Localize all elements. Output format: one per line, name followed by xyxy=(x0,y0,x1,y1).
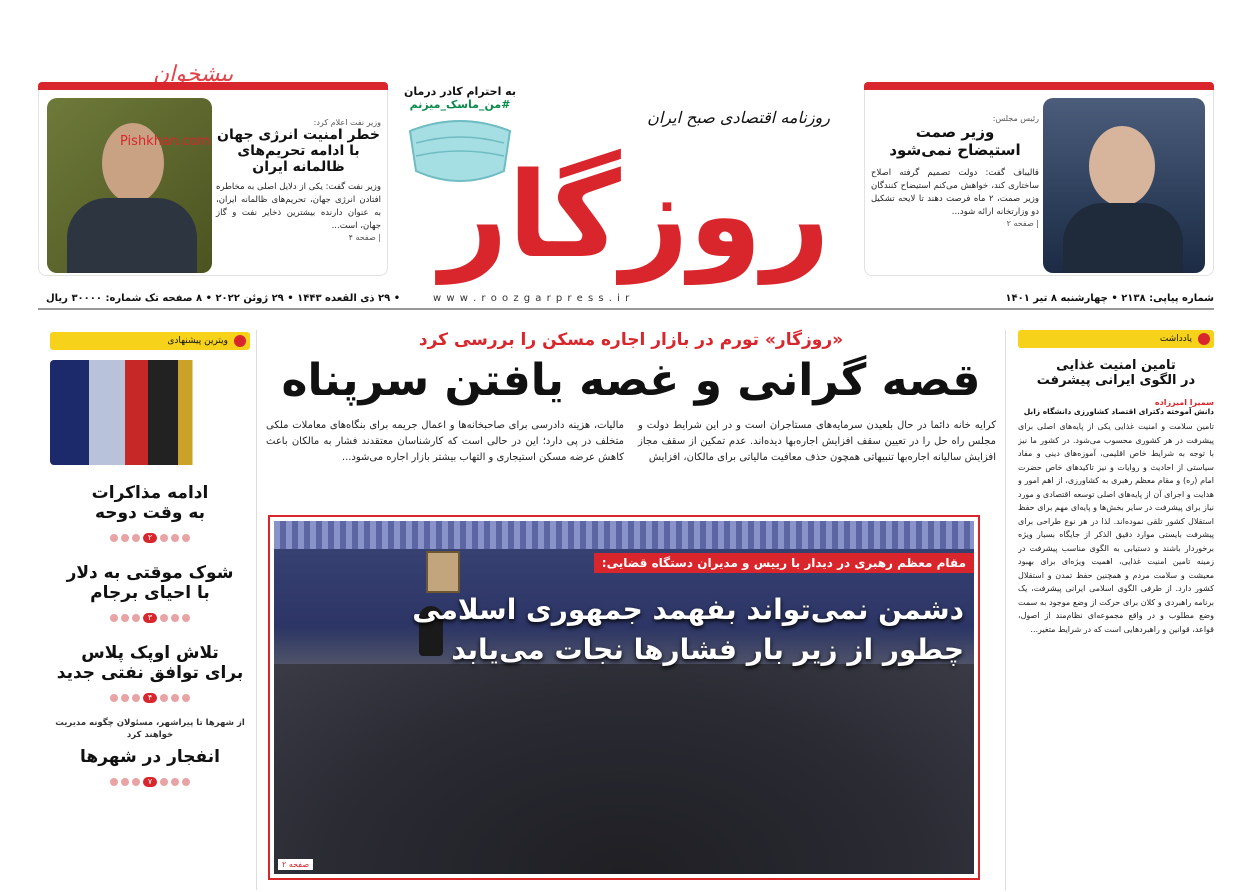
portrait-frame xyxy=(426,551,460,593)
issue-info: شماره پیاپی: ۲۱۳۸ • چهارشنبه ۸ تیر ۱۴۰۱ xyxy=(1005,293,1214,304)
main-headline: قصه گرانی و غصه یافتن سرپناه xyxy=(281,355,981,406)
author-name: سمیرا امیرزاده xyxy=(1154,398,1214,407)
author-title: دانش آموخته دکترای اقتصاد کشاورزی دانشگاه زابل xyxy=(1023,407,1214,416)
newspaper-logo: روزگار xyxy=(439,146,831,284)
body-text: وزیر نفت گفت: یکی از دلایل اصلی به مخاطره افتادن انرژی جهان، تحریم‌های ظالمانه ایران، به عنوان دارنده بیشترین ذخایر نفت و گاز جهان، است... xyxy=(216,182,381,231)
headline: شوک موقتی به دلار xyxy=(66,563,234,583)
headline: انفجار در شهرها xyxy=(80,747,220,767)
headline: به وقت دوحه xyxy=(94,503,206,523)
flags-photo xyxy=(50,360,228,465)
masthead xyxy=(395,80,860,290)
showcase-item xyxy=(50,717,250,787)
photo-kicker: مقام معظم رهبری در دیدار با رییس و مدیران دستگاه قضایی: xyxy=(594,553,974,573)
photo-headline: دشمن نمی‌تواند بفهمد جمهوری اسلامی xyxy=(412,593,964,626)
website-url: w w w . r o o z g a r p r e s s . i r xyxy=(433,293,631,304)
body-text: قالیباف گفت: دولت تصمیم گرفته اصلاح ساختاری کند، خواهش می‌کنم استیضاح کنندگان وزیر صمت، ۲ ماه فرصت دهند تا لایحه تشکیل دو وزارتخانه ارائه شود... xyxy=(871,168,1039,217)
column-divider xyxy=(256,330,257,890)
kicker: از شهرها تا پیراشهر، مسئولان چگونه مدیریت خواهند کرد xyxy=(55,718,245,740)
kicker: رئیس مجلس: xyxy=(992,114,1039,123)
top-left-story xyxy=(38,62,388,277)
speaker-portrait xyxy=(1043,98,1205,273)
main-body-col-1: کرایه خانه دائما در حال بلعیدن سرمایه‌های مستاجران است و در این شرایط دولت و مجلس راه حل را در تعیین سقف افزایش اجاره‌بها دیده‌اند. عدم تمکین از سقف مجاز افزایش سالیانه اجاره‌بها تنبیهاتی همچون حذف معافیت مالیاتی برای مالکان، افزایش xyxy=(638,420,996,463)
headline: تامین امنیت غذایی xyxy=(1056,358,1176,373)
showcase-item xyxy=(50,483,250,543)
page-ref: صفحه ۲ xyxy=(278,859,313,870)
main-story xyxy=(262,330,1000,466)
showcase-item xyxy=(50,643,250,703)
audience xyxy=(274,664,974,874)
photo-story xyxy=(268,515,980,880)
headline: تلاش اوپک پلاس xyxy=(81,643,219,663)
section-label: یادداشت xyxy=(1018,330,1214,348)
meeting-photo xyxy=(274,521,974,874)
tagline: روزنامه اقتصادی صبح ایران xyxy=(647,108,830,127)
mask-slogan: به احترام کادر درمان xyxy=(404,85,516,98)
headline: استیضاح نمی‌شود xyxy=(889,141,1021,159)
photo-headline: چطور از زیر بار فشارها نجات می‌یابد xyxy=(451,633,964,666)
showcase-item xyxy=(50,563,250,623)
dateline xyxy=(38,290,1214,310)
page-indicator: ۳ xyxy=(50,613,250,623)
headline: با ادامه تحریم‌های xyxy=(237,143,360,159)
headline: وزیر صمت xyxy=(915,123,995,141)
red-bar xyxy=(864,82,1214,90)
headline: برای توافق نفتی جدید xyxy=(56,663,244,683)
headline: ادامه مذاکرات xyxy=(91,483,209,503)
minister-portrait xyxy=(47,98,212,273)
kicker: وزیر نفت اعلام کرد: xyxy=(313,118,381,127)
watermark-logo: پیشخوان xyxy=(153,62,234,87)
date-price-info: • ۲۹ ذی القعده ۱۴۴۳ • ۲۹ ژوئن ۲۰۲۲ • ۸ صفحه تک شماره: ۳۰۰۰۰ ریال xyxy=(46,293,401,304)
headline: با احیای برجام xyxy=(90,583,210,603)
page-indicator: ۷ xyxy=(50,777,250,787)
showcase-column xyxy=(50,332,250,892)
decorative-frieze xyxy=(274,521,974,549)
main-body-col-2: مالیات، هزینه دادرسی برای صاحبخانه‌ها و اعمال جریمه برای بنگاه‌های معاملات ملکی متخلف در پی دارد؛ این در حالی است که کارشناسان معتقدند فشار به مالکان باعث کاهش عرضه مسکن استیجاری و التهاب بیشتر بازار اجاره می‌شود... xyxy=(266,420,624,463)
page-indicator: ۲ xyxy=(50,533,250,543)
page-ref: | صفحه ۲ xyxy=(1006,219,1039,228)
article-body: تامین سلامت و امنیت غذایی یکی از پایه‌های اصلی برای پیشرفت در هر کشوری محسوب می‌شود. در کشور ما نیز با توجه به شرایط خاص اقلیمی، آموزه‌های دینی و مفاد سیاستی از احادیث و روایات و نیز تاکیدهای خاص حضرت امام (ره) و مقام معظم رهبری به کشاورزی، از اهم امور و هدایت و اجرای آن از پایه‌های اصلی توسعه اقتصادی و مورد نیاز برای پیشرفت در سایر بخش‌ها و پایه‌ای مهم برای حفظ استقلال کشور تلقی نموده‌اند. لذا در هر نوع طراحی برای پیشرفت بایستی موارد دقیق الذکر از جایگاه بسیار ویژه برخوردار باشند و دستیابی به الگوی مناسب پیشرفت در زمینه تامین امنیت غذایی، اهمیت ویژه‌ای برای بهبود معیشت و سلامت مردم و همچنین حفظ تمدن و استقلال کشور دارد. از طرفی الگوی اسلامی ایرانی پیشرفت، یک برنامه راهبردی و کلان برای حرکت از وضع موجود به سمت وضع مطلوب و در واقع مجموعه‌ای نظام‌مند از اصول، قواعد، قوانین و راهبردهایی است که در شرایط متغیر... xyxy=(1018,422,1214,634)
headline: خطر امنیت انرژی جهان xyxy=(217,127,380,143)
watermark-url: Pishkhan.com xyxy=(120,134,211,149)
page-indicator: ۴ xyxy=(50,693,250,703)
section-label: ویترین پیشنهادی xyxy=(50,332,250,350)
top-right-story xyxy=(864,82,1214,277)
column-divider xyxy=(1005,330,1006,890)
headline: ظالمانه ایران xyxy=(252,159,345,175)
page-ref: | صفحه ۴ xyxy=(348,233,381,242)
headline: در الگوی ایرانی پیشرفت xyxy=(1036,373,1196,388)
main-kicker: «روزگار» تورم در بازار اجاره مسکن را بررسی کرد xyxy=(418,330,844,350)
mask-hashtag: #من_ماسک_میزنم xyxy=(409,98,511,111)
opinion-column xyxy=(1018,330,1214,892)
